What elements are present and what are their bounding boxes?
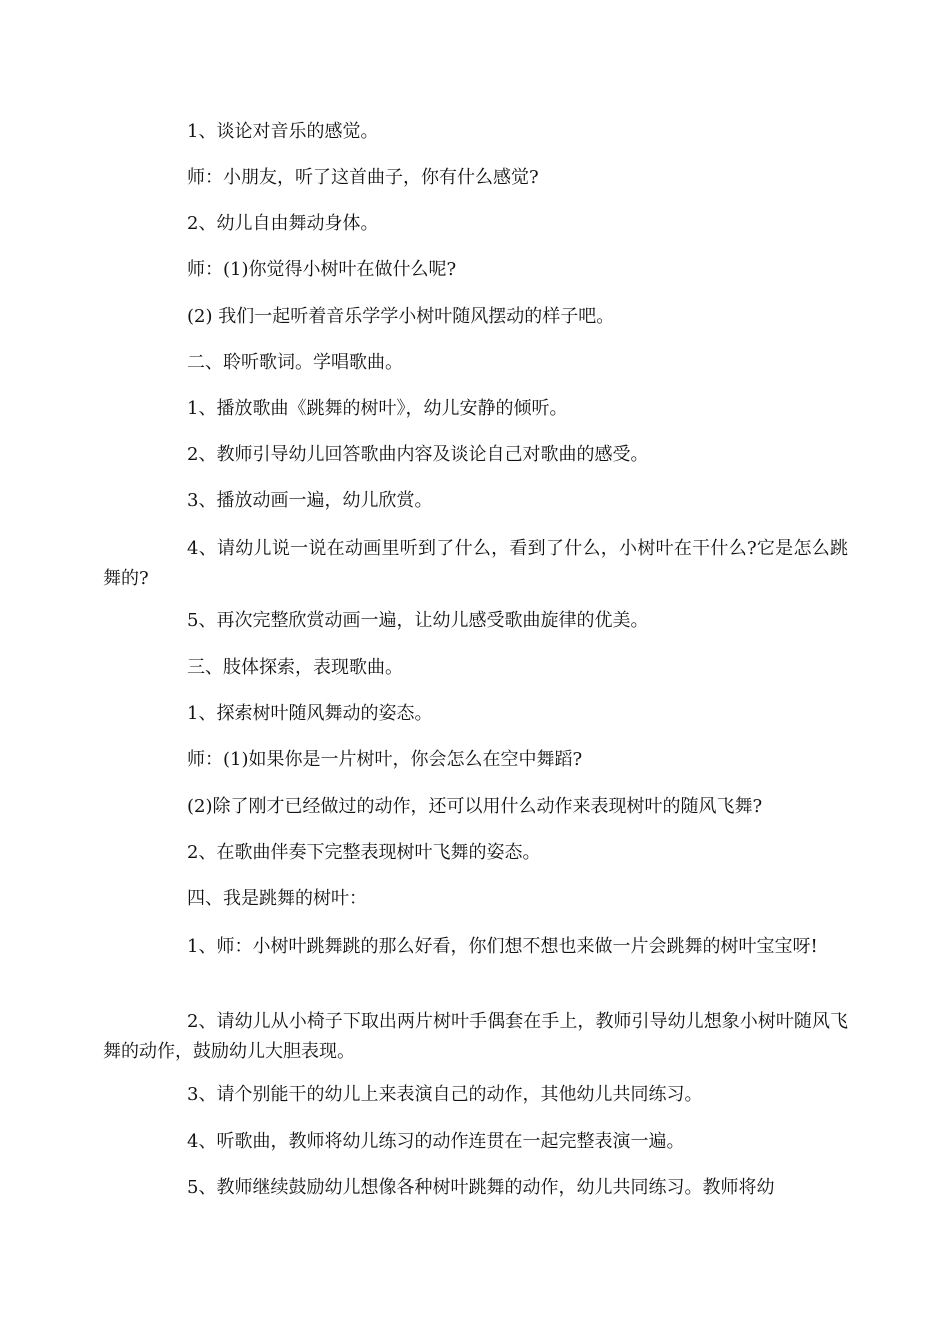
paragraph-8: 3、播放动画一遍，幼儿欣赏。	[187, 490, 433, 511]
paragraph-13: (2)除了刚才已经做过的动作，还可以用什么动作来表现树叶的随风飞舞?	[187, 796, 763, 817]
paragraph-18: 4、听歌曲，教师将幼儿练习的动作连贯在一起完整表演一遍。	[187, 1131, 685, 1152]
paragraph-2: 师：小朋友，听了这首曲子，你有什么感觉?	[187, 167, 539, 188]
paragraph-14: 2、在歌曲伴奏下完整表现树叶飞舞的姿态。	[187, 842, 541, 863]
paragraph-5: (2) 我们一起听着音乐学学小树叶随风摆动的样子吧。	[187, 306, 615, 327]
paragraph-7: 2、教师引导幼儿回答歌曲内容及谈论自己对歌曲的感受。	[187, 444, 649, 465]
paragraph-6: 1、播放歌曲《跳舞的树叶》，幼儿安静的倾听。	[187, 398, 568, 419]
paragraph-11: 1、探索树叶随风舞动的姿态。	[187, 703, 433, 724]
paragraph-3: 2、幼儿自由舞动身体。	[187, 213, 379, 234]
paragraph-15: 1、师：小树叶跳舞跳的那么好看，你们想不想也来做一片会跳舞的树叶宝宝呀!	[187, 936, 818, 957]
paragraph-12: 师：(1)如果你是一片树叶，你会怎么在空中舞蹈?	[187, 749, 583, 770]
paragraph-4: 师：(1)你觉得小树叶在做什么呢?	[187, 259, 457, 280]
section-heading-3: 三、肢体探索，表现歌曲。	[187, 657, 403, 678]
paragraph-16: 2、请幼儿从小椅子下取出两片树叶手偶套在手上，教师引导幼儿想象小树叶随风飞舞的动作，鼓励幼儿大胆表现。	[103, 1011, 848, 1062]
paragraph-19: 5、教师继续鼓励幼儿想像各种树叶跳舞的动作，幼儿共同练习。教师将幼	[187, 1177, 775, 1198]
paragraph-1: 1、谈论对音乐的感觉。	[187, 121, 379, 142]
section-heading-2: 二、聆听歌词。学唱歌曲。	[187, 352, 403, 373]
paragraph-9: 4、请幼儿说一说在动画里听到了什么，看到了什么，小树叶在干什么?它是怎么跳舞的?	[103, 538, 848, 589]
paragraph-10: 5、再次完整欣赏动画一遍，让幼儿感受歌曲旋律的优美。	[187, 610, 649, 631]
section-heading-4: 四、我是跳舞的树叶：	[187, 888, 367, 909]
paragraph-17: 3、请个别能干的幼儿上来表演自己的动作，其他幼儿共同练习。	[187, 1084, 703, 1105]
